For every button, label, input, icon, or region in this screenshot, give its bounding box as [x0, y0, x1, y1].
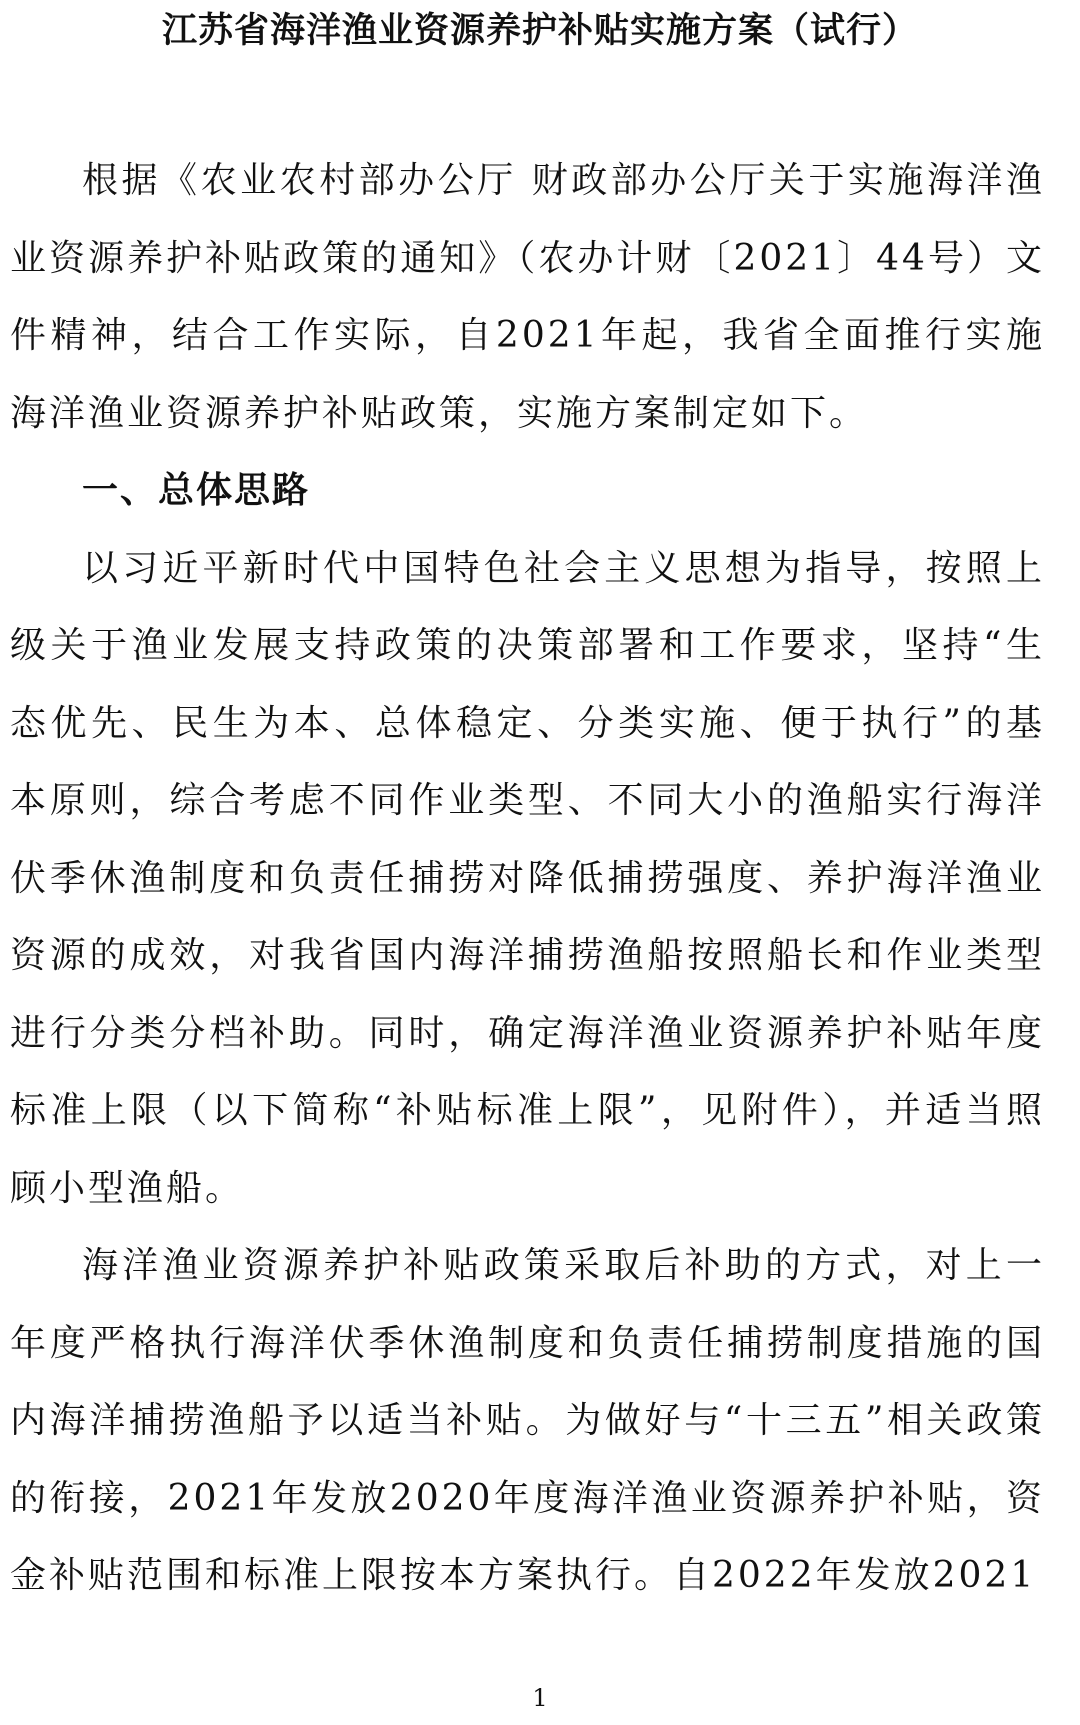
document-body	[10, 142, 1045, 1615]
section-paragraph: 海洋渔业资源养护补贴政策采取后补助的方式，对上一年度严格执行海洋伏季休渔制度和负责任捕捞制度措施的国内海洋捕捞渔船予以适当补贴。为做好与“十三五”相关政策的衔接，2021年发放2020年度海洋渔业资源养护补贴，资金补贴范围和标准上限按本方案执行。自2022年发放2021	[10, 1245, 1045, 1596]
section-heading-overall-approach: 一、总体思路	[82, 470, 311, 511]
page-number: 1	[532, 1684, 548, 1712]
document-title: 江苏省海洋渔业资源养护补贴实施方案（试行）	[161, 11, 918, 51]
intro-paragraph: 根据《农业农村部办公厅 财政部办公厅关于实施海洋渔业资源养护补贴政策的通知》（农办计财〔2021〕44号）文件精神，结合工作实际，自2021年起，我省全面推行实施海洋渔业资源养护补贴政策，实施方案制定如下。	[10, 160, 1045, 434]
section-paragraph: 以习近平新时代中国特色社会主义思想为指导，按照上级关于渔业发展支持政策的决策部署和工作要求，坚持“生态优先、民生为本、总体稳定、分类实施、便于执行”的基本原则，综合考虑不同作业类型、不同大小的渔船实行海洋伏季休渔制度和负责任捕捞对降低捕捞强度、养护海洋渔业资源的成效，对我省国内海洋捕捞渔船按照船长和作业类型进行分类分档补助。同时，确定海洋渔业资源养护补贴年度标准上限（以下简称“补贴标准上限”，见附件），并适当照顾小型渔船。	[10, 547, 1045, 1209]
